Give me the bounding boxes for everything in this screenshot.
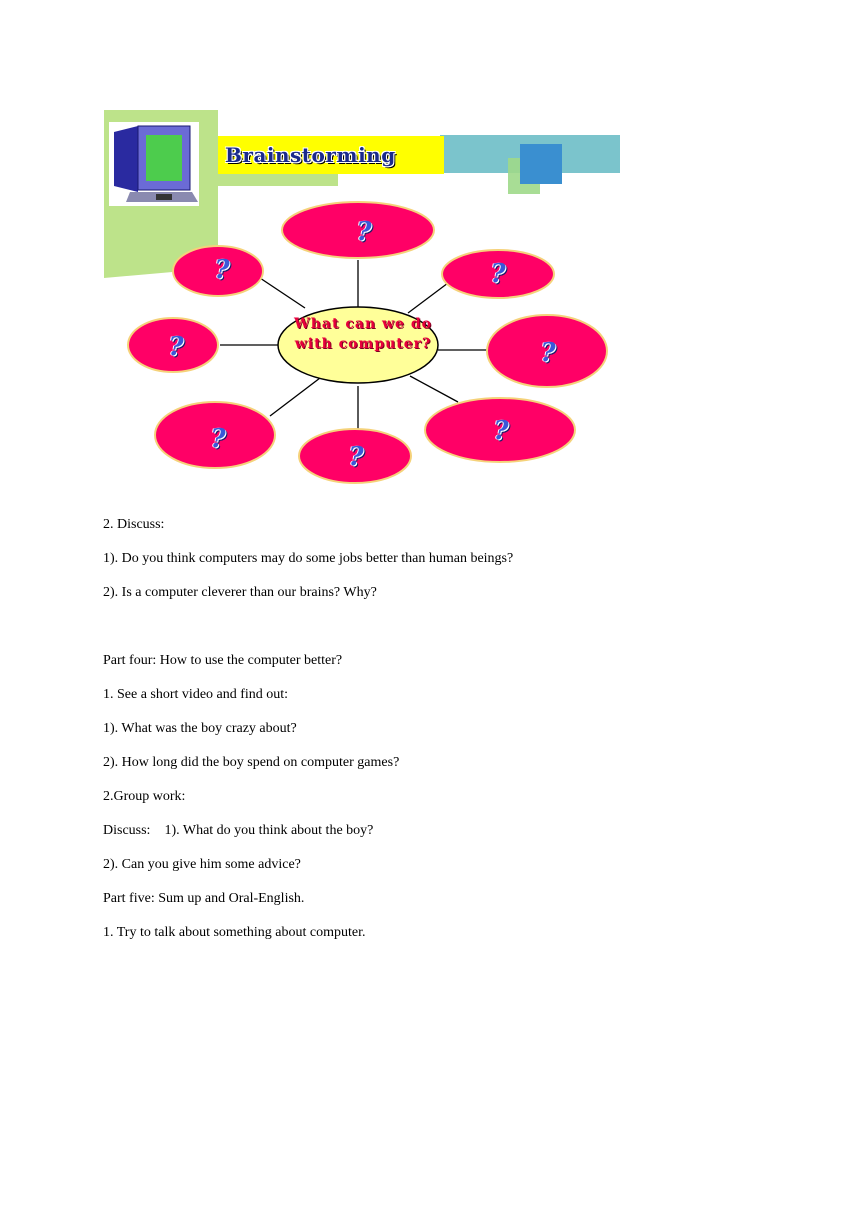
node-top-label: ? bbox=[356, 217, 372, 247]
group-question-1: Discuss: 1). What do you think about the boy? bbox=[103, 823, 374, 838]
video-question-1: 1). What was the boy crazy about? bbox=[103, 721, 297, 736]
node-upper-left-label: ? bbox=[214, 255, 230, 285]
computer-icon bbox=[109, 122, 199, 206]
center-line-1: What can we do bbox=[294, 316, 432, 332]
discuss-heading: 2. Discuss: bbox=[103, 517, 165, 532]
brainstorm-figure bbox=[100, 108, 620, 493]
video-question-2: 2). How long did the boy spend on computer games? bbox=[103, 755, 400, 770]
center-question bbox=[280, 314, 446, 354]
discuss-question-1: 1). Do you think computers may do some jobs better than human beings? bbox=[103, 551, 514, 566]
node-left-label: ? bbox=[168, 332, 184, 362]
part-four-heading: Part four: How to use the computer better? bbox=[103, 653, 343, 668]
discuss-question-2: 2). Is a computer cleverer than our brains? Why? bbox=[103, 585, 377, 600]
node-lower-left-label: ? bbox=[210, 424, 226, 454]
node-right-label: ? bbox=[540, 338, 556, 368]
node-bottom-label: ? bbox=[348, 442, 364, 472]
node-lower-right-label: ? bbox=[493, 416, 509, 446]
group-question-2: 2). Can you give him some advice? bbox=[103, 857, 301, 872]
sum-up-task: 1. Try to talk about something about computer. bbox=[103, 925, 366, 940]
banner-blue-square bbox=[520, 144, 562, 184]
group-work-heading: 2.Group work: bbox=[103, 789, 186, 804]
video-task: 1. See a short video and find out: bbox=[103, 687, 289, 702]
banner-title: Brainstorming bbox=[225, 143, 396, 167]
node-upper-right-label: ? bbox=[490, 259, 506, 289]
part-five-heading: Part five: Sum up and Oral-English. bbox=[103, 891, 305, 906]
center-line-2: with computer? bbox=[294, 336, 432, 352]
